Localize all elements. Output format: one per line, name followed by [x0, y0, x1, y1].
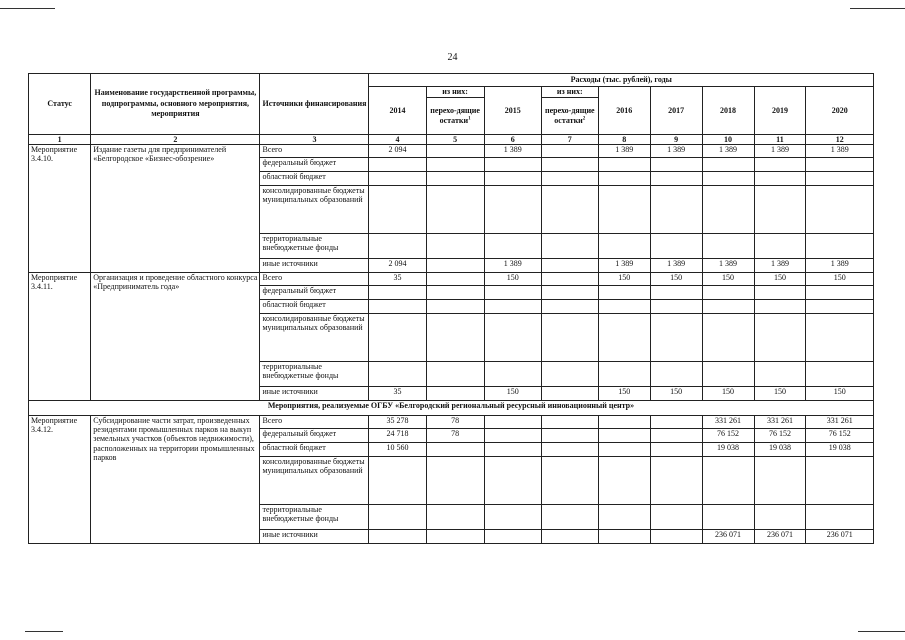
amount-cell — [426, 273, 484, 286]
amount-cell: 76 152 — [702, 429, 754, 443]
amount-cell — [754, 186, 806, 234]
header-year-2015: 2015 — [484, 87, 541, 135]
header-status: Статус — [29, 74, 91, 135]
amount-cell — [426, 286, 484, 300]
amount-cell — [702, 172, 754, 186]
amount-cell — [369, 286, 426, 300]
column-number: 8 — [598, 135, 650, 145]
amount-cell: 2 094 — [369, 145, 426, 158]
amount-cell — [541, 172, 598, 186]
funding-source-label: иные источники — [260, 387, 369, 401]
amount-cell: 331 261 — [702, 416, 754, 429]
amount-cell — [541, 286, 598, 300]
section-block — [29, 401, 874, 416]
bottom-right-rule — [858, 631, 905, 632]
amount-cell — [806, 505, 874, 530]
amount-cell — [426, 387, 484, 401]
amount-cell: 150 — [702, 387, 754, 401]
budget-table — [28, 73, 874, 544]
amount-cell — [702, 314, 754, 362]
amount-cell: 1 389 — [598, 259, 650, 273]
section-title-row — [29, 401, 874, 416]
measure-name: Издание газеты для предпринимателей «Белгородское «Бизнес-обозрение» — [91, 145, 260, 273]
funding-source-label: консолидированные бюджеты муниципальных образований — [260, 457, 369, 505]
amount-cell — [369, 234, 426, 259]
amount-cell — [754, 362, 806, 387]
amount-cell: 2 094 — [369, 259, 426, 273]
amount-cell — [369, 300, 426, 314]
amount-cell — [541, 259, 598, 273]
funding-source-label: федеральный бюджет — [260, 429, 369, 443]
funding-source-label: территориальные внебюджетные фонды — [260, 234, 369, 259]
amount-cell: 1 389 — [650, 145, 702, 158]
amount-cell — [598, 457, 650, 505]
amount-cell — [702, 362, 754, 387]
column-number: 4 — [369, 135, 426, 145]
amount-cell — [806, 314, 874, 362]
amount-cell — [426, 457, 484, 505]
carryover-label-1: перехо-дящие остатки — [430, 105, 480, 125]
amount-cell: 78 — [426, 429, 484, 443]
amount-cell — [650, 172, 702, 186]
amount-cell — [806, 186, 874, 234]
footnote-mark-1: 1 — [468, 116, 471, 122]
amount-cell — [702, 300, 754, 314]
amount-cell — [598, 172, 650, 186]
funding-source-label: консолидированные бюджеты муниципальных образований — [260, 186, 369, 234]
amount-cell — [484, 457, 541, 505]
amount-cell — [426, 234, 484, 259]
amount-cell — [650, 362, 702, 387]
column-number-row — [29, 135, 874, 145]
footnote-mark-2: 2 — [582, 116, 586, 122]
amount-cell — [806, 158, 874, 172]
amount-cell — [484, 530, 541, 544]
amount-cell — [484, 443, 541, 457]
measures-block-b — [29, 416, 874, 544]
amount-cell: 1 389 — [806, 259, 874, 273]
amount-cell: 150 — [484, 387, 541, 401]
amount-cell — [598, 234, 650, 259]
column-number: 3 — [260, 135, 369, 145]
amount-cell — [484, 172, 541, 186]
amount-cell: 78 — [426, 416, 484, 429]
amount-cell — [426, 530, 484, 544]
amount-cell: 150 — [754, 387, 806, 401]
funding-source-label: федеральный бюджет — [260, 286, 369, 300]
amount-cell — [541, 457, 598, 505]
funding-source-label: территориальные внебюджетные фонды — [260, 505, 369, 530]
column-number: 10 — [702, 135, 754, 145]
amount-cell — [598, 429, 650, 443]
amount-cell: 1 389 — [484, 145, 541, 158]
amount-cell — [650, 314, 702, 362]
amount-cell — [598, 300, 650, 314]
amount-cell — [650, 416, 702, 429]
header-of-them-1: из них: — [426, 87, 484, 98]
amount-cell — [426, 172, 484, 186]
amount-cell — [369, 172, 426, 186]
amount-cell — [426, 314, 484, 362]
amount-cell: 35 — [369, 273, 426, 286]
amount-cell — [754, 457, 806, 505]
amount-cell: 10 560 — [369, 443, 426, 457]
amount-cell — [598, 314, 650, 362]
amount-cell — [702, 234, 754, 259]
amount-cell — [541, 145, 598, 158]
amount-cell — [541, 416, 598, 429]
amount-cell — [806, 286, 874, 300]
header-year-2019: 2019 — [754, 87, 806, 135]
amount-cell — [369, 362, 426, 387]
amount-cell: 1 389 — [754, 259, 806, 273]
amount-cell — [484, 416, 541, 429]
funding-source-label: областной бюджет — [260, 300, 369, 314]
amount-cell — [484, 286, 541, 300]
column-number: 9 — [650, 135, 702, 145]
funding-source-label: Всего — [260, 145, 369, 158]
header-year-2020: 2020 — [806, 87, 874, 135]
amount-cell: 19 038 — [806, 443, 874, 457]
funding-source-label: Всего — [260, 273, 369, 286]
amount-cell — [426, 443, 484, 457]
measure-status: Мероприятие 3.4.12. — [29, 416, 91, 544]
header-name: Наименование государственной программы, подпрограммы, основного мероприятия, мероприятия — [91, 74, 260, 135]
amount-cell — [650, 186, 702, 234]
amount-cell — [541, 443, 598, 457]
header-sources: Источники финансирования — [260, 74, 369, 135]
amount-cell — [426, 145, 484, 158]
amount-cell: 1 389 — [484, 259, 541, 273]
amount-cell — [702, 186, 754, 234]
amount-cell: 24 718 — [369, 429, 426, 443]
amount-cell — [426, 300, 484, 314]
amount-cell — [484, 314, 541, 362]
carryover-label-2: перехо-дящие остатки — [544, 105, 595, 125]
measure-name: Организация и проведение областного конкурса «Предприниматель года» — [91, 273, 260, 401]
amount-cell — [702, 158, 754, 172]
amount-cell — [541, 300, 598, 314]
column-number: 11 — [754, 135, 806, 145]
amount-cell — [484, 158, 541, 172]
amount-cell: 1 389 — [806, 145, 874, 158]
column-number: 12 — [806, 135, 874, 145]
funding-source-label: областной бюджет — [260, 443, 369, 457]
measures-block-a — [29, 145, 874, 401]
amount-cell — [484, 505, 541, 530]
amount-cell — [754, 300, 806, 314]
amount-cell — [369, 457, 426, 505]
amount-cell: 150 — [754, 273, 806, 286]
amount-cell — [369, 158, 426, 172]
amount-cell: 150 — [484, 273, 541, 286]
amount-cell — [650, 505, 702, 530]
amount-cell — [541, 234, 598, 259]
amount-cell — [426, 186, 484, 234]
amount-cell — [702, 505, 754, 530]
amount-cell — [426, 259, 484, 273]
amount-cell — [598, 186, 650, 234]
amount-cell: 1 389 — [754, 145, 806, 158]
funding-source-label: областной бюджет — [260, 172, 369, 186]
amount-cell: 1 389 — [702, 145, 754, 158]
amount-cell: 150 — [598, 387, 650, 401]
amount-cell: 331 261 — [754, 416, 806, 429]
amount-cell — [426, 505, 484, 530]
funding-source-label: территориальные внебюджетные фонды — [260, 362, 369, 387]
top-right-rule — [850, 8, 905, 9]
column-number: 7 — [541, 135, 598, 145]
amount-cell — [650, 234, 702, 259]
header-expenses: Расходы (тыс. рублей), годы — [369, 74, 874, 87]
amount-cell: 150 — [806, 387, 874, 401]
amount-cell — [598, 530, 650, 544]
amount-cell — [754, 172, 806, 186]
column-number: 5 — [426, 135, 484, 145]
amount-cell — [806, 172, 874, 186]
amount-cell: 1 389 — [598, 145, 650, 158]
page-number: 24 — [447, 52, 458, 63]
amount-cell — [650, 158, 702, 172]
amount-cell: 35 278 — [369, 416, 426, 429]
top-left-rule — [0, 8, 55, 9]
amount-cell — [484, 429, 541, 443]
amount-cell — [369, 314, 426, 362]
amount-cell — [598, 443, 650, 457]
amount-cell — [806, 300, 874, 314]
amount-cell — [754, 286, 806, 300]
amount-cell: 19 038 — [702, 443, 754, 457]
measure-name: Субсидирование части затрат, произведенных резидентами промышленных парков на выкуп земельных участков (объектов недвижимости), расположенных на территории промышленных парков — [91, 416, 260, 544]
amount-cell — [650, 300, 702, 314]
amount-cell — [541, 362, 598, 387]
funding-source-label: федеральный бюджет — [260, 158, 369, 172]
amount-cell — [598, 505, 650, 530]
amount-cell — [754, 314, 806, 362]
bottom-left-rule — [25, 631, 63, 632]
amount-cell — [369, 186, 426, 234]
amount-cell — [369, 530, 426, 544]
amount-cell — [484, 186, 541, 234]
funding-source-label: Всего — [260, 416, 369, 429]
amount-cell — [541, 186, 598, 234]
amount-cell: 76 152 — [806, 429, 874, 443]
amount-cell — [598, 158, 650, 172]
table-row — [29, 145, 874, 158]
amount-cell — [754, 158, 806, 172]
amount-cell — [541, 387, 598, 401]
amount-cell — [650, 443, 702, 457]
amount-cell — [650, 530, 702, 544]
amount-cell — [484, 362, 541, 387]
measure-status: Мероприятие 3.4.10. — [29, 145, 91, 273]
amount-cell — [650, 429, 702, 443]
header-carryover-2 — [541, 98, 598, 135]
amount-cell — [426, 158, 484, 172]
amount-cell — [541, 505, 598, 530]
amount-cell — [541, 314, 598, 362]
amount-cell — [369, 505, 426, 530]
amount-cell — [598, 362, 650, 387]
amount-cell — [598, 286, 650, 300]
header-year-2016: 2016 — [598, 87, 650, 135]
amount-cell — [754, 234, 806, 259]
amount-cell — [484, 300, 541, 314]
amount-cell — [754, 505, 806, 530]
amount-cell — [806, 457, 874, 505]
column-number: 6 — [484, 135, 541, 145]
amount-cell — [806, 234, 874, 259]
amount-cell: 331 261 — [806, 416, 874, 429]
header-carryover-1 — [426, 98, 484, 135]
header-row-1 — [29, 74, 874, 87]
amount-cell — [702, 457, 754, 505]
amount-cell: 1 389 — [702, 259, 754, 273]
amount-cell: 236 071 — [702, 530, 754, 544]
amount-cell — [541, 530, 598, 544]
amount-cell: 76 152 — [754, 429, 806, 443]
amount-cell — [541, 429, 598, 443]
amount-cell — [484, 234, 541, 259]
header-of-them-2: из них: — [541, 87, 598, 98]
header-year-2014: 2014 — [369, 87, 426, 135]
header-year-2017: 2017 — [650, 87, 702, 135]
funding-source-label: иные источники — [260, 530, 369, 544]
amount-cell: 236 071 — [754, 530, 806, 544]
amount-cell — [541, 273, 598, 286]
funding-source-label: иные источники — [260, 259, 369, 273]
amount-cell: 19 038 — [754, 443, 806, 457]
amount-cell — [598, 416, 650, 429]
amount-cell — [650, 286, 702, 300]
amount-cell: 150 — [598, 273, 650, 286]
amount-cell: 1 389 — [650, 259, 702, 273]
table-row — [29, 416, 874, 429]
amount-cell: 35 — [369, 387, 426, 401]
amount-cell — [426, 362, 484, 387]
section-title: Мероприятия, реализуемые ОГБУ «Белгородский региональный ресурсный инновационный центр» — [29, 401, 874, 416]
header-year-2018: 2018 — [702, 87, 754, 135]
amount-cell — [806, 362, 874, 387]
amount-cell — [702, 286, 754, 300]
amount-cell — [650, 457, 702, 505]
amount-cell: 150 — [806, 273, 874, 286]
amount-cell: 150 — [650, 387, 702, 401]
amount-cell: 150 — [702, 273, 754, 286]
column-number: 1 — [29, 135, 91, 145]
column-number: 2 — [91, 135, 260, 145]
measure-status: Мероприятие 3.4.11. — [29, 273, 91, 401]
funding-source-label: консолидированные бюджеты муниципальных образований — [260, 314, 369, 362]
amount-cell: 236 071 — [806, 530, 874, 544]
amount-cell — [541, 158, 598, 172]
table-row — [29, 273, 874, 286]
amount-cell: 150 — [650, 273, 702, 286]
